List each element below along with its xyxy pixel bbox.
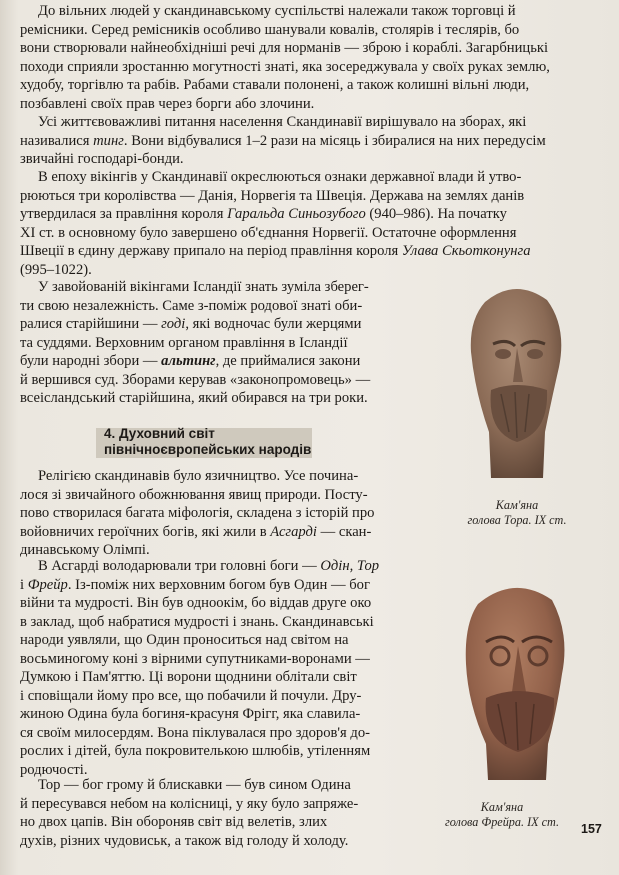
section-heading [104, 426, 404, 458]
text-line: війни та мудрості. Він був одноокім, бо віддав друге око [20, 595, 372, 611]
heading-line-2: північноєвропейських народів [104, 442, 312, 457]
text-line: рослих і дітей, була покровителькою шлюбів, утіленням [20, 743, 371, 759]
name-olaf: Улава Скьотконунга [401, 243, 531, 259]
text-line: У завойованій вікінгами Ісландії знать зуміла зберег- [38, 279, 369, 295]
freyr-stone-head-image [452, 574, 582, 784]
text-line: народи уявляли, що Один проноситься над світом на [20, 632, 349, 648]
text-line: Тор — бог грому й блискавки — був сином Одина [38, 777, 351, 793]
text-line: В Асгарді володарювали три головні боги — Одін, Тор [38, 558, 380, 574]
text-line: та суддями. Верховним органом правління в Ісландії [20, 334, 348, 351]
text-line: худобу, торгівлю та рабів. Рабами ставали полонені, а також колишні вільні люди, [20, 77, 530, 93]
caption-line: голова Тора. IX ст. [467, 513, 567, 527]
paragraph-thing [20, 113, 602, 169]
text-line: походи сприяли зростанню могутності знаті, яка зосереджувала у своїх руках землю, [20, 58, 550, 75]
term-thing: тинг [93, 132, 124, 149]
text-line: XI ст. в основному було завершено об'єднання Норвегії. Остаточне оформлення [20, 224, 517, 241]
text-line: всеісландський старійшина, який обирався на три роки. [20, 390, 368, 406]
paragraph-kingdoms [20, 168, 602, 279]
text-line: звичайні господарі-бонди. [20, 151, 184, 167]
paragraph-crafts [20, 2, 602, 113]
text-line: ремісники. Серед ремісників особливо шанували ковалів, столярів і теслярів, бо [20, 21, 520, 38]
text-line: пово створилася багата міфологія, складена з історій про [20, 505, 375, 521]
names-odin-thor: Одін, Тор [320, 558, 380, 574]
text-line: жиною Одина була богиня-красуня Фрігг, яка славила- [20, 706, 361, 722]
text-line: (995–1022). [20, 261, 92, 278]
text-line: Думкою і Пам'яттю. Ці ворони щоднини облітали світ [20, 669, 357, 685]
page-number: 157 [581, 822, 602, 836]
paragraph-iceland [20, 278, 395, 408]
text-line: В епоху вікінгів у Скандинавії окреслюються ознаки державної влади й утво- [38, 169, 522, 185]
text-line: вони створювали найнеобхідніші речі для норманів — зброю і кораблі. Загарбницькі [20, 40, 548, 56]
text-line: називалися тинг. Вони відбувалися 1–2 рази на місяць і збиралися на них передусім [20, 132, 546, 149]
text-line: позбавлені своїх прав через борги або злочини. [20, 95, 315, 112]
text-line: войовничих героїчних богів, які жили в Асгарді — скан- [20, 523, 372, 540]
text-line: рюються три королівства — Данія, Норвегія та Швеція. Держава на землях данів [20, 187, 525, 204]
text-line: і Фрейр. Із-поміж них верховним богом був Один — бог [20, 576, 370, 593]
text-line: восьминогому коні з вірними супутниками-воронами — [20, 650, 370, 667]
thor-stone-head-image [455, 282, 575, 482]
text-line: Швеції в єдину державу припало на період правління короля Улава Скьотконунга [20, 243, 531, 259]
paragraph-religion [20, 467, 395, 560]
text-line: родючості. [20, 761, 88, 778]
caption-line: Кам'яна [495, 498, 539, 512]
caption-line: Кам'яна [480, 800, 524, 814]
text-line: Релігією скандинавів було язичництво. Усе почина- [38, 468, 359, 484]
text-line: но двох цапів. Він обороняв світ від велетів, злих [20, 814, 328, 830]
text-line: До вільних людей у скандинавському суспільстві належали також торговці й [38, 3, 516, 19]
text-line: утвердилася за правління короля Гаральда Синьозубого (940–986). На початку [20, 206, 507, 222]
text-line: ся своїм милосердям. Вона піклувалася про здоров'я до- [20, 724, 370, 741]
freyr-caption [438, 800, 566, 830]
name-freyr: Фрейр [27, 576, 68, 593]
term-godi: годі [161, 316, 186, 332]
term-asgard: Асгарді [270, 523, 317, 540]
term-althing: альтинг [161, 353, 216, 369]
name-harald: Гаральда Синьозубого [227, 206, 366, 222]
text-line: в заклад, щоб набратися мудрості і знань. Скандинавські [20, 613, 374, 630]
thor-caption [462, 498, 572, 528]
text-line: Усі життєвоважливі питання населення Скандинавії вирішувало на зборах, які [38, 114, 527, 130]
paragraph-thor [20, 776, 395, 850]
text-line: лося зі звичайного обожнювання явищ природи. Посту- [20, 486, 368, 503]
text-line: і сповіщали йому про все, що побачили й почули. Дру- [20, 687, 362, 704]
text-line: були народні збори — альтинг, де приймалися закони [20, 353, 361, 369]
caption-line: голова Фрейра. IX ст. [444, 815, 560, 829]
text-line: й вершився суд. Зборами керував «законопромовець» — [20, 371, 371, 388]
text-line: динавському Олімпі. [20, 542, 150, 558]
text-line: й пересувався небом на колісниці, у яку було запряже- [20, 795, 359, 812]
heading-line-1: 4. Духовний світ [104, 426, 215, 441]
text-line: ти свою незалежність. Саме з-поміж родової знаті оби- [20, 297, 363, 314]
text-line: ралися старійшини — годі, які водночас були жерцями [20, 316, 362, 332]
paragraph-gods [20, 557, 395, 779]
text-line: духів, різних чудовиськ, а також від голоду й холоду. [20, 832, 349, 849]
